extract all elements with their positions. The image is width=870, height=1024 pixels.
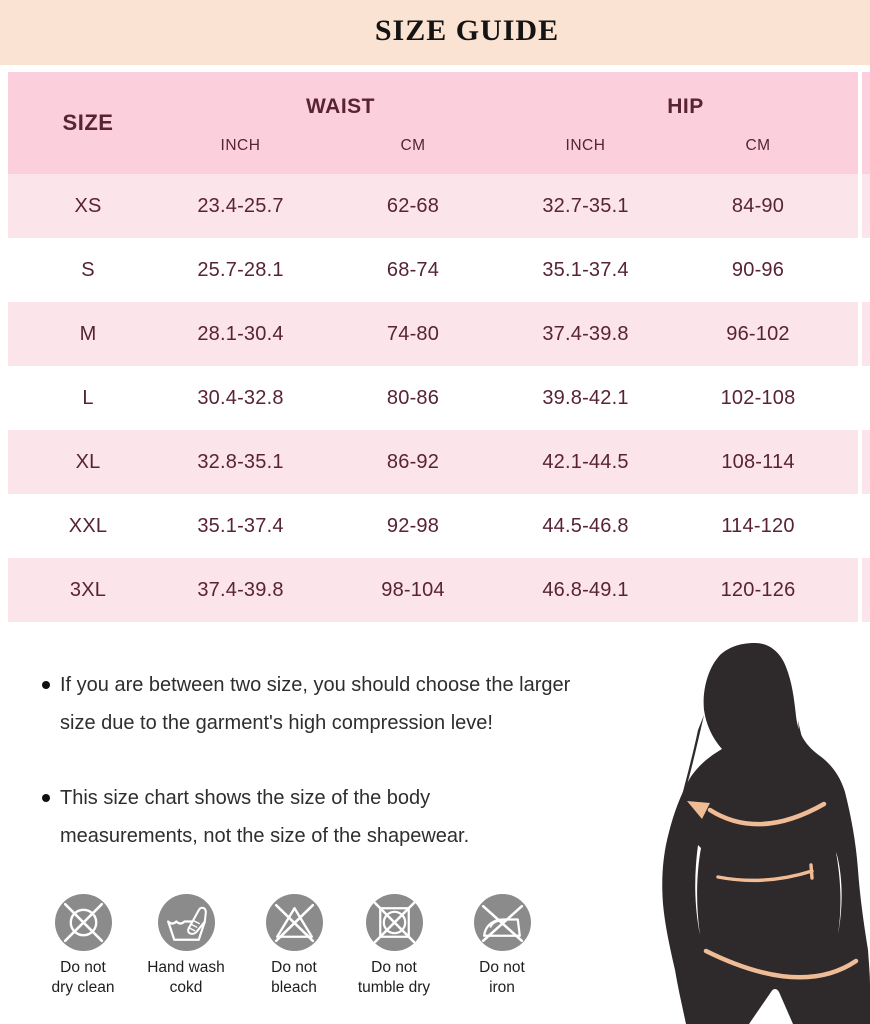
table-row [8, 174, 858, 238]
hip-inch-value: 42.1-44.5 [542, 450, 629, 473]
size-label: XL [75, 450, 101, 473]
column-header-waist-inch: INCH [220, 137, 261, 154]
care-item-hand-wash [130, 894, 242, 997]
care-item-do-not-bleach [238, 894, 350, 997]
hand-wash-cold-icon [158, 894, 215, 951]
page-title: SIZE GUIDE [374, 14, 560, 47]
column-group-waist: WAIST [306, 95, 375, 118]
size-label: S [81, 258, 95, 281]
waist-cm-value: 86-92 [386, 450, 440, 473]
hip-cm-value: 108-114 [721, 450, 795, 473]
table-row [8, 302, 858, 366]
care-label: dry clean [51, 978, 115, 996]
hip-inch-value: 46.8-49.1 [542, 578, 629, 601]
waist-cm-value: 74-80 [386, 322, 440, 345]
care-label: Do not [479, 959, 525, 976]
sizing-notes [36, 666, 620, 855]
note-line: If you are between two size, you should choose the larger [60, 674, 571, 696]
care-label: bleach [271, 978, 317, 996]
size-table-header [8, 72, 858, 174]
silhouette-body [662, 643, 870, 1024]
note-line: measurements, not the size of the shapewear. [60, 825, 470, 847]
do-not-tumble-dry-icon [366, 894, 423, 951]
size-label: XXL [68, 514, 108, 537]
body-silhouette-illustration [630, 620, 870, 1024]
waist-inch-value: 28.1-30.4 [197, 322, 284, 345]
waist-inch-value: 23.4-25.7 [197, 194, 284, 217]
do-not-bleach-icon [266, 894, 323, 951]
hip-cm-value: 120-126 [720, 578, 796, 601]
waist-inch-value: 32.8-35.1 [197, 450, 284, 473]
hip-cm-value: 102-108 [720, 386, 796, 409]
waist-inch-value: 25.7-28.1 [197, 258, 284, 281]
size-label: L [82, 386, 94, 409]
column-header-waist-cm: CM [400, 137, 426, 154]
do-not-iron-icon [474, 894, 531, 951]
table-row [8, 430, 858, 494]
hip-inch-value: 44.5-46.8 [542, 514, 629, 537]
column-group-hip: HIP [667, 95, 704, 118]
column-header-size: SIZE [62, 110, 114, 135]
waist-inch-value: 37.4-39.8 [197, 578, 284, 601]
care-label: Hand wash [147, 959, 225, 976]
waist-cm-value: 62-68 [386, 194, 440, 217]
care-label: iron [489, 978, 515, 996]
care-instructions [0, 894, 600, 1014]
size-label: 3XL [69, 578, 107, 601]
waist-cm-value: 98-104 [381, 578, 445, 601]
table-row [8, 558, 858, 622]
waist-cm-value: 68-74 [386, 258, 440, 281]
note-between-sizes [36, 666, 620, 742]
care-item-do-not-dry-clean [27, 894, 139, 997]
hip-inch-value: 39.8-42.1 [542, 386, 629, 409]
waist-inch-value: 35.1-37.4 [197, 514, 284, 537]
size-guide-banner [0, 0, 870, 65]
care-item-do-not-tumble-dry [338, 894, 450, 997]
note-line: size due to the garment's high compression leve! [60, 712, 493, 734]
waist-cm-value: 92-98 [386, 514, 440, 537]
waist-cm-value: 80-86 [386, 386, 440, 409]
column-header-hip-cm: CM [745, 137, 771, 154]
table-row [8, 366, 858, 430]
care-label: Do not [271, 959, 317, 976]
do-not-dry-clean-icon [55, 894, 112, 951]
hip-cm-value: 84-90 [731, 194, 785, 217]
hip-inch-value: 37.4-39.8 [542, 322, 629, 345]
hip-cm-value: 96-102 [726, 322, 790, 345]
size-table [8, 72, 858, 622]
care-label: tumble dry [357, 978, 431, 996]
size-label: XS [74, 194, 102, 217]
care-label: Do not [371, 959, 417, 976]
hip-inch-value: 35.1-37.4 [542, 258, 629, 281]
waist-inch-value: 30.4-32.8 [197, 386, 284, 409]
note-body-measurements [36, 779, 620, 855]
hip-cm-value: 114-120 [721, 514, 795, 537]
table-row [8, 238, 858, 302]
table-row [8, 494, 858, 558]
care-label: cokd [169, 978, 203, 996]
note-line: This size chart shows the size of the body [60, 787, 431, 809]
care-label: Do not [60, 959, 106, 976]
hip-cm-value: 90-96 [731, 258, 785, 281]
care-item-do-not-iron [446, 894, 558, 997]
size-label: M [79, 322, 97, 345]
column-header-hip-inch: INCH [565, 137, 606, 154]
hip-inch-value: 32.7-35.1 [542, 194, 629, 217]
